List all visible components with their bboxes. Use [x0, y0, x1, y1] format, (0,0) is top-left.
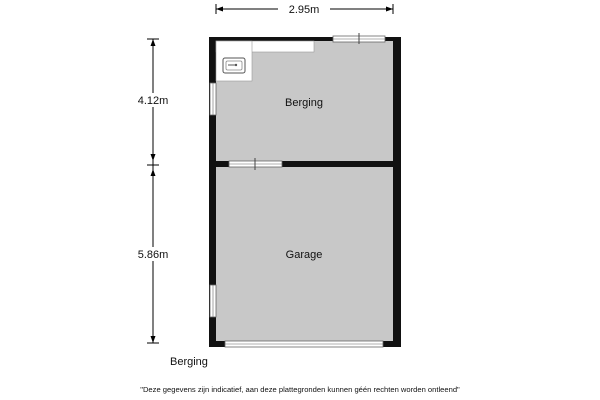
room-label-garage: Garage [285, 249, 323, 261]
width-dimension [216, 2, 393, 16]
height-top-dimension [130, 39, 176, 165]
room-label-berging: Berging [285, 97, 323, 109]
garage-door [225, 341, 383, 347]
window-left-berging [210, 83, 216, 115]
width-label: 2.95m [288, 4, 320, 16]
window-top [333, 33, 385, 44]
floor-title: Berging [170, 356, 208, 368]
height-bottom-dimension [130, 165, 176, 343]
height-top-label: 4.12m [137, 95, 169, 107]
window-left-garage [210, 285, 216, 317]
sink-icon [223, 58, 245, 73]
building [209, 33, 401, 347]
disclaimer: "Deze gegevens zijn indicatief, aan deze plattegronden kunnen géén rechten worden ontleend" [140, 385, 460, 394]
height-bottom-label: 5.86m [137, 249, 169, 261]
